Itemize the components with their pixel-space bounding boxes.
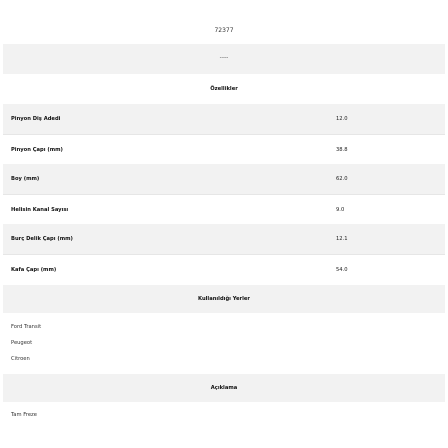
placeholder-text: ---- xyxy=(3,44,445,74)
spec-label: Boy (mm) xyxy=(11,176,40,182)
spec-row xyxy=(3,134,445,164)
spec-value: 12.0 xyxy=(336,116,348,122)
spec-label: Pinyon Diş Adedi xyxy=(11,116,61,122)
spec-row xyxy=(3,224,445,254)
description-heading: Açıklama xyxy=(3,374,445,402)
spec-row xyxy=(3,164,445,194)
description-text: Tam Freze xyxy=(11,412,37,418)
usage-list xyxy=(3,318,445,372)
spec-value: 9.0 xyxy=(336,207,345,213)
usage-item: Ford Transit xyxy=(11,324,42,330)
spec-label: Helisin Kanal Sayısı xyxy=(11,207,69,213)
specs-heading: Özellikler xyxy=(210,86,238,92)
spec-row xyxy=(3,194,445,224)
usage-item: Peugeot xyxy=(11,340,33,346)
usage-item: Citroen xyxy=(11,356,30,362)
spec-label: Kafa Çapı (mm) xyxy=(11,267,57,273)
description-block xyxy=(3,406,445,430)
spec-value: 54.0 xyxy=(336,267,348,273)
product-code: 72377 xyxy=(214,27,234,34)
spec-label: Burç Delik Çapı (mm) xyxy=(11,236,73,242)
usage-heading: Kullanıldığı Yerler xyxy=(3,285,445,313)
spec-value: 38.8 xyxy=(336,147,348,153)
spec-label: Pinyon Çapı (mm) xyxy=(11,147,63,153)
spec-value: 62.0 xyxy=(336,176,348,182)
spec-value: 12.1 xyxy=(336,236,348,242)
spec-row xyxy=(3,104,445,134)
spec-row xyxy=(3,254,445,284)
